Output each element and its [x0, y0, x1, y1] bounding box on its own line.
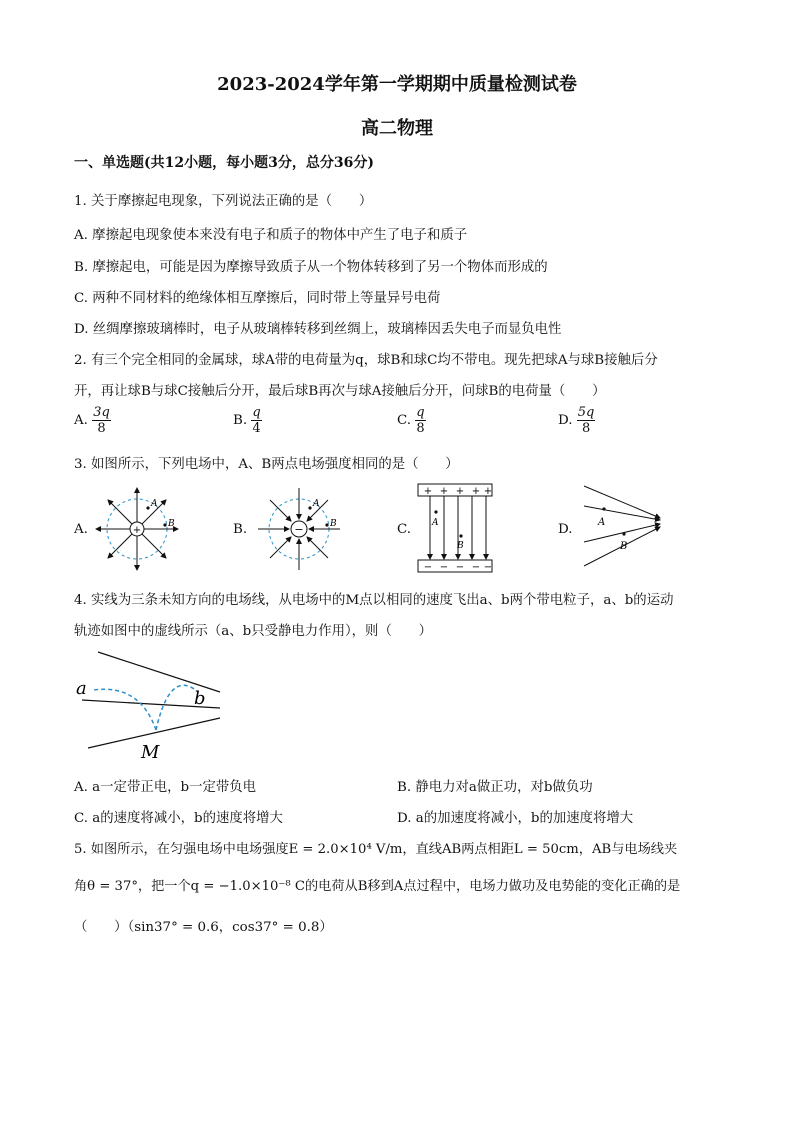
q1-option-b: B. 摩擦起电，可能是因为摩擦导致质子从一个物体转移到了另一个物体而形成的 [74, 260, 548, 275]
point-b-label: B [330, 519, 337, 529]
q3-figure-d [580, 482, 666, 572]
point-b-dot [163, 523, 166, 526]
q2-option-b-letter: B. [233, 413, 248, 428]
q1-option-d: D. 丝绸摩擦玻璃棒时，电子从玻璃棒转移到丝绸上，玻璃棒因丢失电子而显负电性 [74, 322, 562, 337]
section-heading: 一、单选题(共12小题，每小题3分，总分36分) [74, 155, 374, 171]
q4-stem-line1: 4. 实线为三条未知方向的电场线，从电场中的M点以相同的速度飞出a、b两个带电粒子，a、b的运动 [74, 593, 674, 608]
svg-text:+: + [471, 486, 481, 497]
page-title: 2023-2024学年第一学期期中质量检测试卷 [217, 74, 577, 95]
point-a-label: A [151, 499, 158, 509]
label-b: b [194, 688, 206, 709]
point-b-dot [325, 523, 328, 526]
negative-sign: − [294, 523, 304, 536]
q2-option-a [74, 405, 111, 436]
q2-stem-line2: 开，再让球B与球C接触后分开，最后球B再次与球A接触后分开，问球B的电荷量（ ） [74, 384, 606, 399]
svg-text:−: − [455, 562, 465, 573]
q2-option-d-den: 8 [581, 421, 591, 436]
point-b-label: B [620, 541, 628, 552]
q2-option-d-fraction [577, 405, 596, 436]
q3-option-b-letter: B. [233, 522, 248, 537]
q4-figure [74, 648, 229, 762]
q3-option-c-letter: C. [397, 522, 412, 537]
svg-text:+: + [483, 486, 493, 497]
positive-sign: + [132, 525, 142, 536]
q2-option-c [397, 405, 426, 436]
q2-option-a-letter: A. [74, 413, 88, 428]
q2-option-a-num: 3q [93, 405, 110, 420]
point-a-dot [146, 506, 149, 509]
point-b-label: B [168, 519, 175, 529]
trajectory-a [94, 689, 156, 730]
q5-line3: （ ）（sin37° = 0.6，cos37° = 0.8） [74, 920, 333, 935]
q1-option-a: A. 摩擦起电现象使本来没有电子和质子的物体中产生了电子和质子 [74, 228, 468, 243]
point-b-label: B [457, 541, 464, 551]
q2-option-b-den: 4 [252, 421, 261, 436]
q2-option-b-fraction [251, 405, 261, 436]
svg-text:+: + [423, 486, 433, 497]
point-b-dot [622, 532, 625, 535]
point-a-dot [434, 510, 437, 513]
point-a-dot [308, 506, 311, 509]
q3-option-a-letter: A. [74, 522, 88, 537]
label-m: M [141, 742, 160, 762]
q1-stem: 1. 关于摩擦起电现象，下列说法正确的是（ ） [74, 194, 373, 209]
q2-option-d [558, 405, 595, 436]
svg-text:+: + [455, 486, 465, 497]
svg-text:+: + [439, 486, 449, 497]
q1-option-c: C. 两种不同材料的绝缘体相互摩擦后，同时带上等量异号电荷 [74, 291, 441, 306]
svg-text:−: − [471, 562, 481, 573]
q2-option-d-letter: D. [558, 413, 573, 428]
q2-option-a-fraction [92, 405, 111, 436]
q2-option-a-den: 8 [97, 421, 106, 436]
q4-option-c: C. a的速度将减小，b的速度将增大 [74, 811, 283, 826]
q2-option-c-den: 8 [416, 421, 425, 436]
field-line-top [98, 652, 220, 692]
point-a-dot [602, 507, 605, 510]
q3-figure-b [254, 484, 344, 574]
q3-stem: 3. 如图所示，下列电场中，A、B两点电场强度相同的是（ ） [74, 457, 459, 472]
q4-option-b: B. 静电力对a做正功，对b做负功 [397, 780, 593, 795]
svg-text:−: − [483, 562, 493, 573]
label-a: a [76, 678, 87, 699]
q2-option-c-fraction [415, 405, 425, 436]
q3-figure-a [92, 484, 182, 574]
q4-option-d: D. a的加速度将减小，b的加速度将增大 [397, 811, 634, 826]
q3-figure-c [416, 482, 494, 576]
q5-line2: 角θ = 37°，把一个q = −1.0×10⁻⁸ C的电荷从B移到A点过程中，电场力做功及电势能的变化正确的是 [74, 879, 681, 894]
q3-option-d-letter: D. [558, 522, 573, 537]
q2-option-c-letter: C. [397, 413, 412, 428]
point-b-dot [459, 534, 462, 537]
q2-option-b-num: q [252, 405, 261, 420]
point-a-label: A [313, 499, 320, 509]
page-subtitle: 高二物理 [361, 118, 433, 139]
point-a-label: A [598, 517, 606, 528]
field-lines [584, 486, 660, 566]
svg-text:−: − [423, 562, 433, 573]
q2-option-d-num: 5q [577, 405, 595, 420]
q2-stem-line1: 2. 有三个完全相同的金属球，球A带的电荷量为q，球B和球C均不带电。现先把球A与球B接触后分 [74, 353, 658, 368]
q5-line1: 5. 如图所示，在匀强电场中电场强度E = 2.0×10⁴ V/m，直线AB两点相距L = 50cm，AB与电场线夹 [74, 842, 678, 857]
q4-stem-line2: 轨迹如图中的虚线所示（a、b只受静电力作用），则（ ） [74, 624, 433, 639]
q2-option-b [233, 405, 262, 436]
point-a-label: A [432, 518, 439, 528]
q2-option-c-num: q [416, 405, 425, 420]
q4-option-a: A. a一定带正电，b一定带负电 [74, 780, 257, 795]
trajectory-b [156, 685, 198, 730]
svg-text:−: − [439, 562, 449, 573]
